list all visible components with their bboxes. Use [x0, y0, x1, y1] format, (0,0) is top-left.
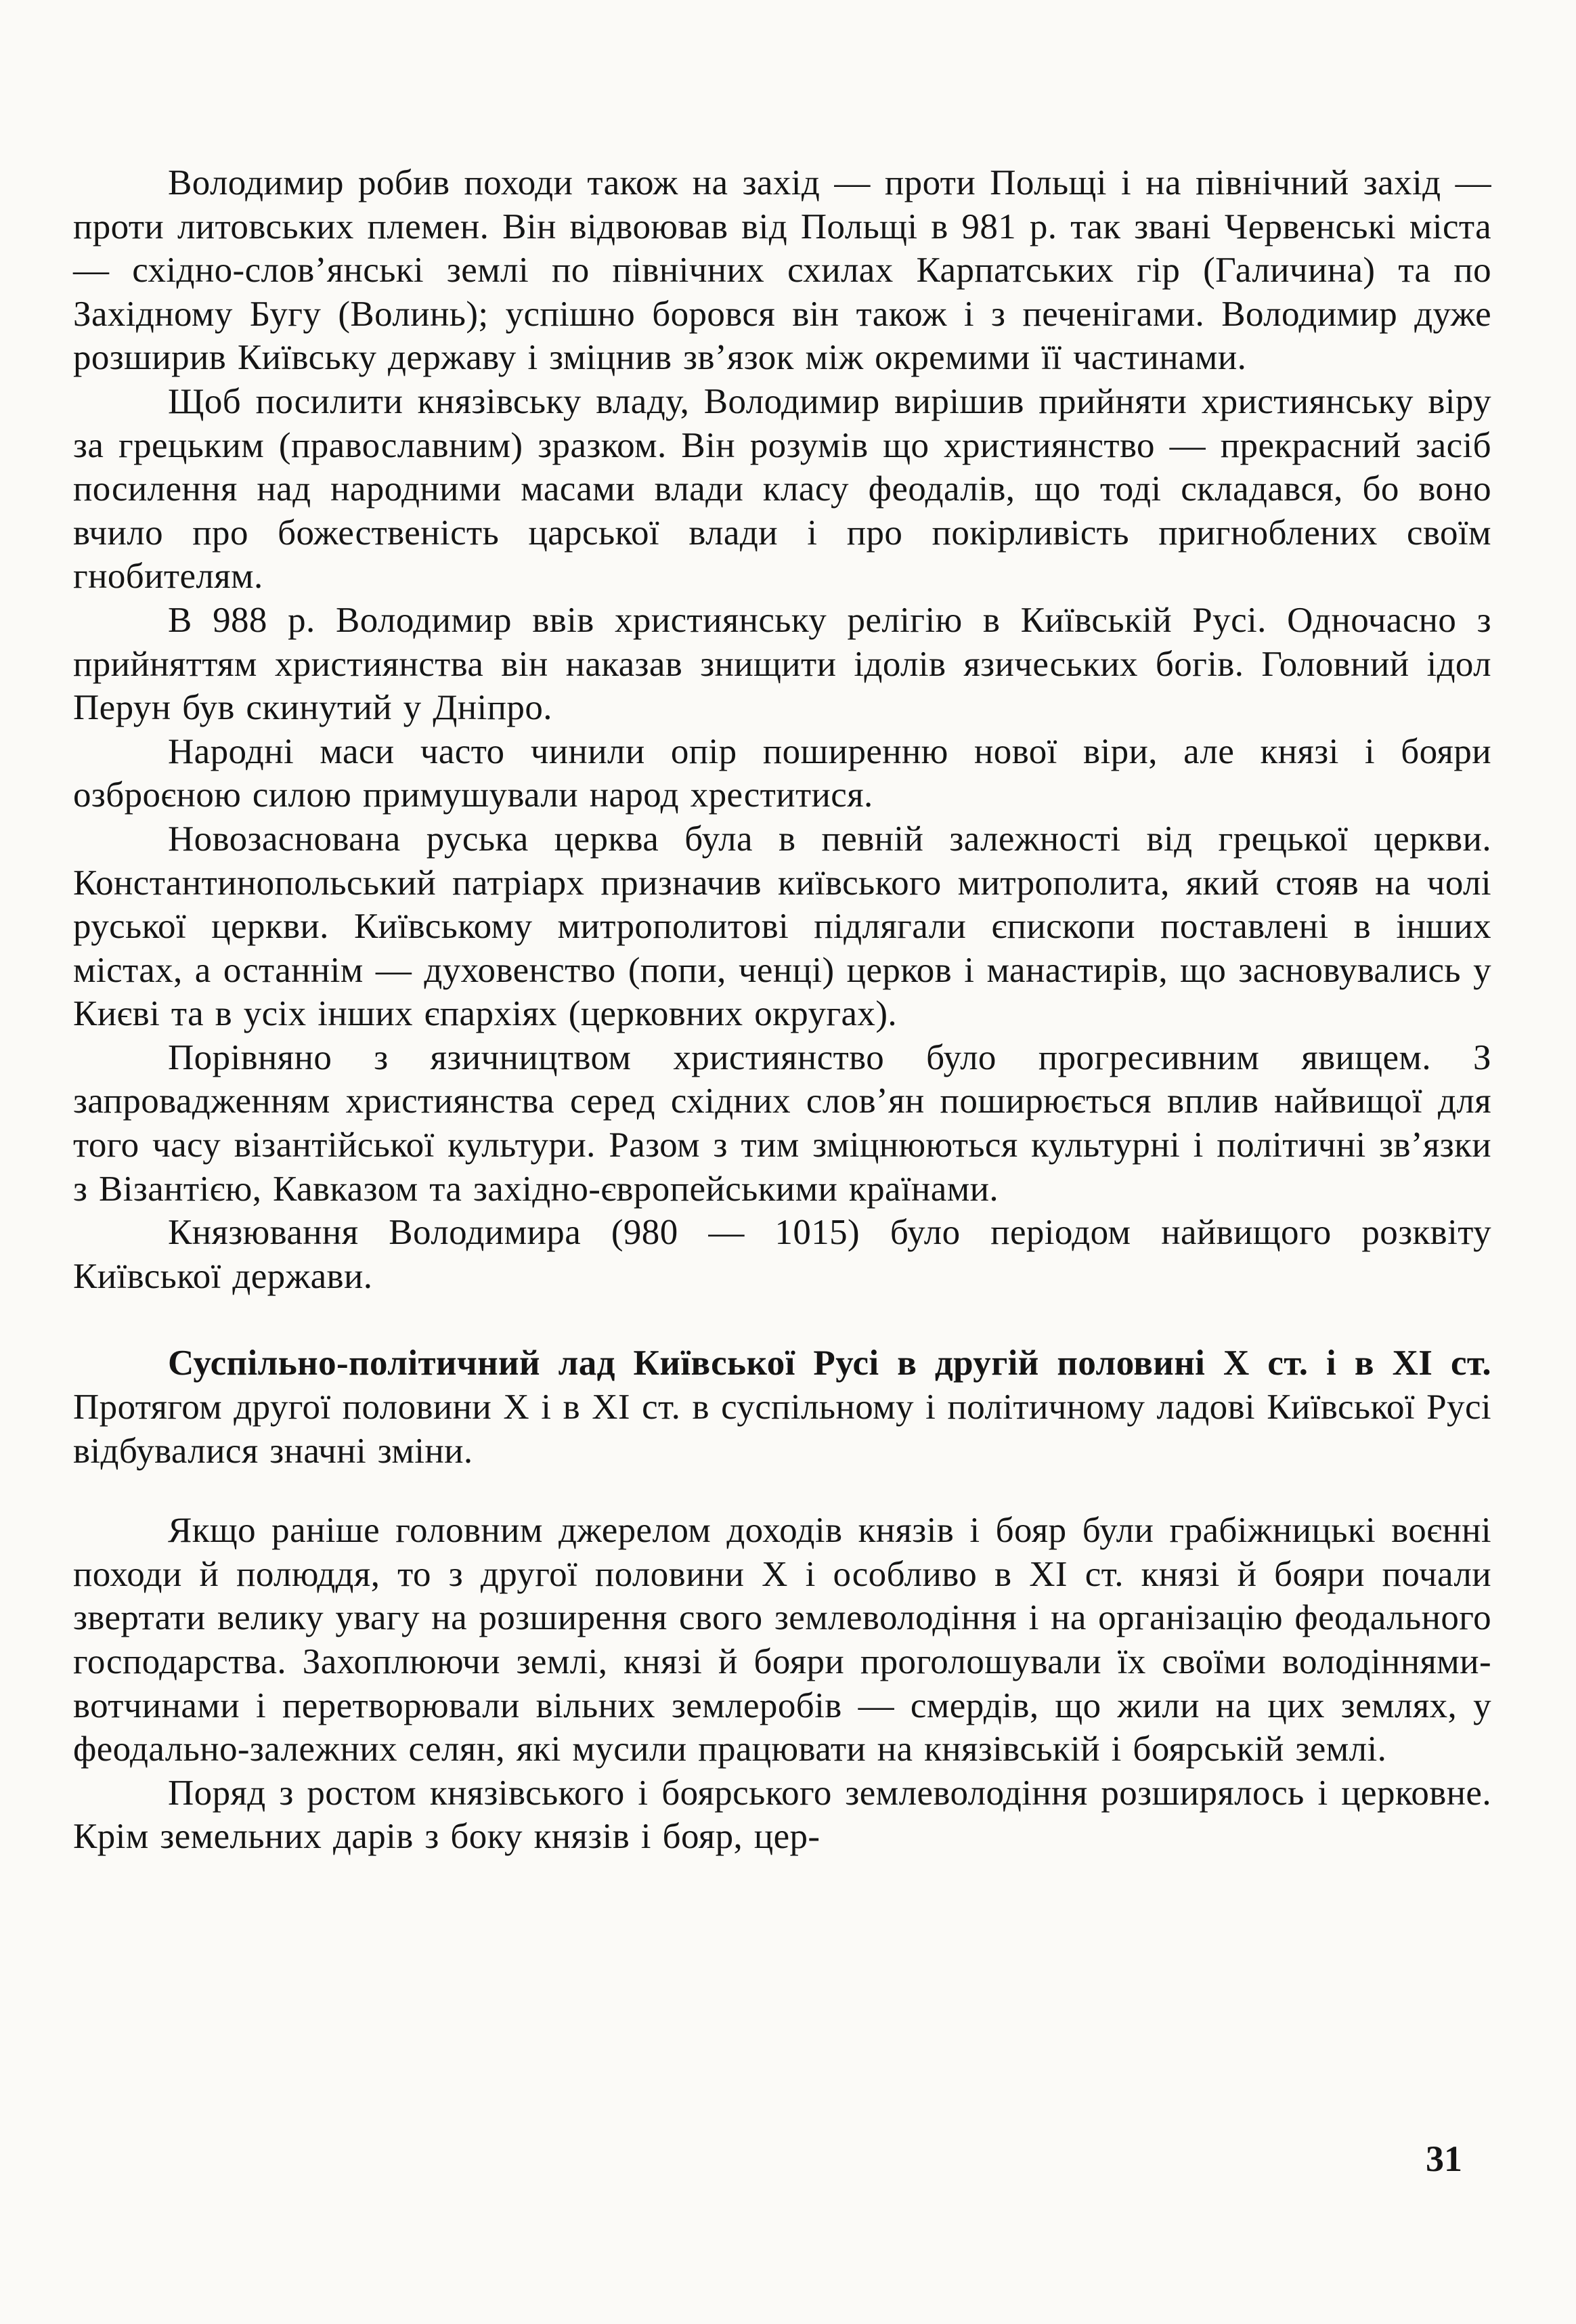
section-paragraph	[73, 1341, 1491, 1473]
page-body	[73, 161, 1491, 1859]
paragraph: Володимир робив походи також на захід — проти Польщі і на північний захід — проти литовських племен. Він відвоював від Польщі в 981 р. так звані Червенські міста — східно-слов’янські землі по північних схилах Карпатських гір (Галичина) та по Західному Бугу (Волинь); успішно боровся він також і з печенігами. Володимир дуже розширив Київську державу і зміцнив зв’язок між окремими її частинами.	[73, 163, 1491, 378]
paragraph: Поряд з ростом князівського і боярського землеволодіння розширялось і церковне. Крім земельних дарів з боку князів і бояр, цер-	[73, 1773, 1491, 1857]
paragraph: Щоб посилити князівську владу, Володимир вирішив прийняти християнську віру за грецьким (православним) зразком. Він розумів що християнство — прекрасний засіб посилення над народними масами влади класу феодалів, що тоді складався, бо воно вчило про божественість царської влади і про покірливість пригноблених своїм гнобителям.	[73, 381, 1491, 597]
paragraph: В 988 р. Володимир ввів християнську релігію в Київській Русі. Одночасно з прийняттям християнства він наказав знищити ідолів язичеських богів. Головний ідол Перун був скинутий у Дніпро.	[73, 600, 1491, 728]
paragraph: Якщо раніше головним джерелом доходів князів і бояр були грабіжницькі воєнні походи й полюддя, то з другої половини X і особливо в XI ст. князі й бояри почали звертати велику увагу на розширення свого землеволодіння і на організацію феодального господарства. Захоплюючи землі, князі й бояри проголошували їх своїми володіннями-вотчинами і перетворювали вільних землеробів — смердів, що жили на цих землях, у феодально-залежних селян, які мусили працювати на князівській і боярській землі.	[73, 1511, 1491, 1769]
page-number: 31	[1426, 2138, 1462, 2179]
paragraph: Новозаснована руська церква була в певній залежності від грецької церкви. Константинопольський патріарх призначив київського митрополита, який стояв на чолі руської церкви. Київському митрополитові підлягали єпископи поставлені в інших містах, а останнім — духовенство (попи, ченці) церков і манастирів, що засновувались у Києві та в усіх інших єпархіях (церковних округах).	[73, 819, 1491, 1034]
section-heading: Суспільно-політичний лад Київської Русі в другій половині X ст. і в XI ст.	[168, 1343, 1491, 1383]
section-lead-text: Протягом другої половини X і в XI ст. в суспільному і політичному ладові Київської Русі відбувалися значні зміни.	[73, 1387, 1491, 1471]
paragraph: Порівняно з язичництвом християнство було прогресивним явищем. З запровадженням християнства серед східних слов’ян поширюється вплив найвищої для того часу візантійської культури. Разом з тим зміцнюються культурні і політичні зв’язки з Візантією, Кавказом та західно-європейськими країнами.	[73, 1037, 1491, 1209]
paragraph: Народні маси часто чинили опір поширенню нової віри, але князі і бояри озброєною силою примушували народ хреститися.	[73, 731, 1491, 815]
paragraph: Князювання Володимира (980 — 1015) було періодом найвищого розквіту Київської держави.	[73, 1213, 1491, 1296]
